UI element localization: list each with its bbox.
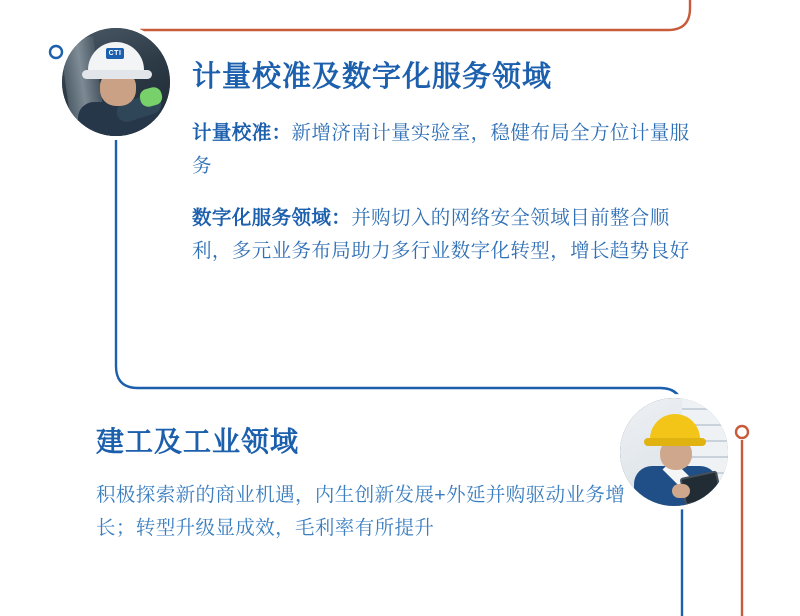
section-construction-industry (96, 425, 656, 546)
engineer-photo (62, 28, 170, 136)
paragraph-lead: 数字化服务领域： (192, 206, 352, 229)
paragraph-text: 并购切入的网络安全领域目前整合顺利，多元业务布局助力多行业数字化转型，增长趋势良好 (192, 206, 690, 263)
section-one-title: 计量校准及数字化服务领域 (192, 61, 553, 93)
helmet-logo: CTI (106, 48, 124, 59)
paragraph-text: 新增济南计量实验室，稳健布局全方位计量服务 (192, 121, 690, 178)
hardhat-brim (82, 70, 152, 79)
paragraph-lead: 计量校准： (192, 121, 292, 144)
node-dot-left (50, 46, 62, 58)
paragraph-text: 积极探索新的商业机遇，内生创新发展+外延并购驱动业务增长；转型升级显成效，毛利率有所提升 (96, 483, 626, 540)
section-metrology-digital (192, 60, 712, 269)
engineer-avatar (62, 28, 170, 136)
section-two-paragraph-1 (96, 479, 626, 546)
orange-top-line (140, 0, 690, 30)
section-one-paragraph-2 (192, 202, 697, 269)
inspector-hand (672, 484, 690, 498)
section-two-title: 建工及工业领域 (96, 426, 300, 457)
section-one-paragraph-1 (192, 117, 697, 184)
node-dot-right (736, 426, 748, 438)
